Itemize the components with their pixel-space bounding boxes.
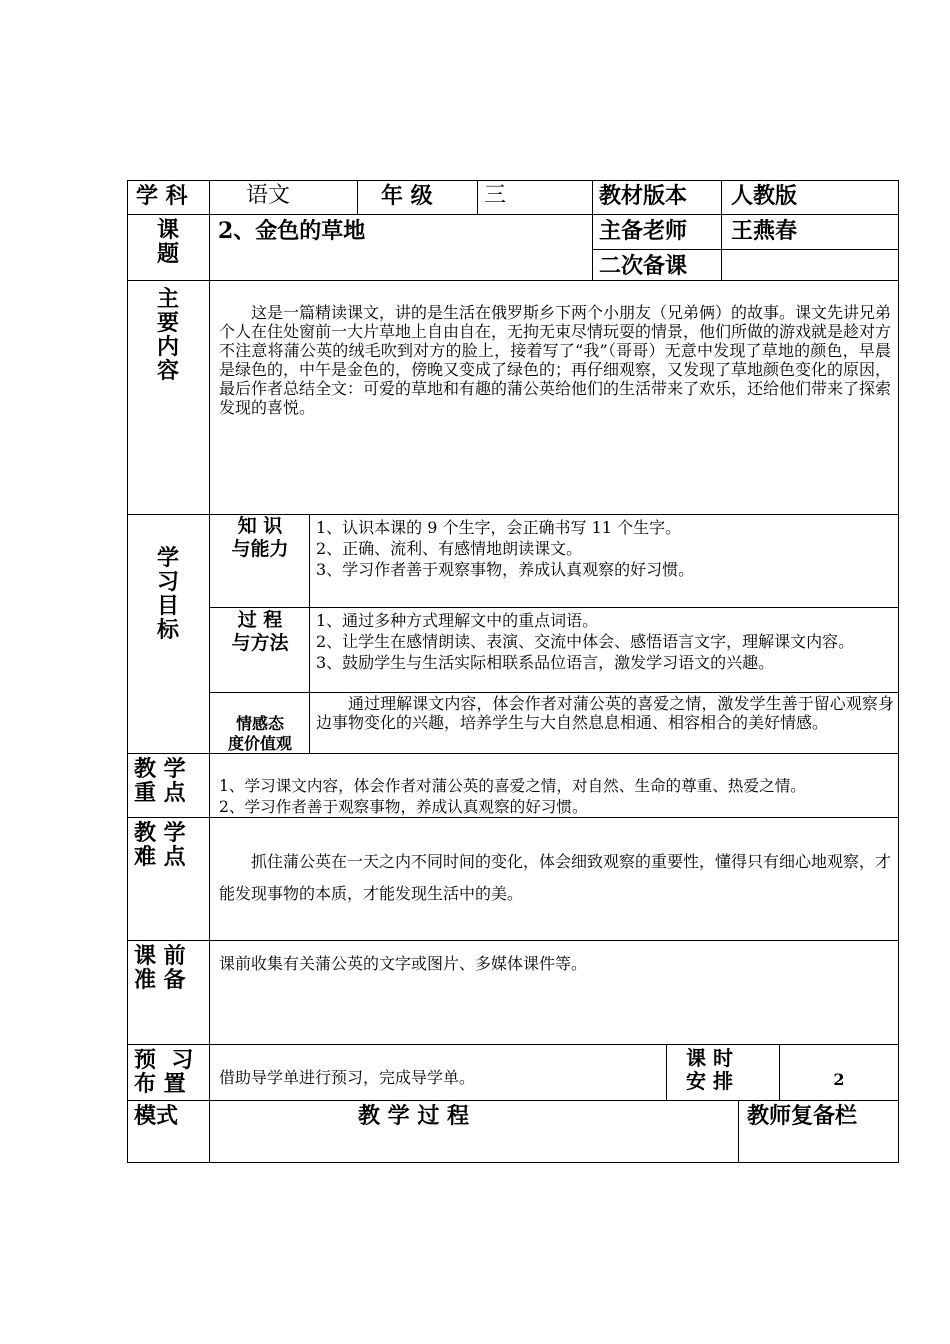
difficulties-label: 教 学 难 点: [134, 820, 186, 870]
preparation-label: 课 前 准 备: [134, 943, 186, 993]
process-label-header: 教 学 过 程: [358, 1103, 469, 1129]
table-border: [127, 1162, 899, 1163]
row-divider: [127, 940, 899, 941]
process-items: 1、通过多种方式理解文中的重点词语。 2、让学生在感情朗读、表演、交流中体会、感悟语言文字，理解课文内容。 3、鼓励学生与生活实际相联系品位语言，激发学习语文的兴趣。: [316, 611, 855, 672]
row-divider: [592, 249, 899, 250]
hours-value: 2: [833, 1070, 845, 1089]
col-divider: [666, 1044, 667, 1101]
key-points-label: 教 学 重 点: [134, 756, 186, 806]
row-divider: [127, 1100, 899, 1101]
grade-label: 年 级: [381, 183, 433, 209]
topic-label: 课 题: [156, 217, 179, 267]
knowledge-label: 知 识 与能力: [231, 515, 289, 560]
lead-teacher-value: 王燕春: [731, 218, 798, 244]
edition-value: 人教版: [731, 183, 798, 209]
process-label: 过 程 与方法: [231, 609, 289, 654]
row-divider: [209, 607, 899, 608]
row-divider: [209, 692, 899, 693]
preview-label: 预 习 布 置: [134, 1047, 194, 1097]
difficulties-text: 抓住蒲公英在一天之内不同时间的变化，体会细致观察的重要性，懂得只有细心地观察，才能发现事物的本质，才能发现生活中的美。: [219, 852, 892, 903]
col-divider: [592, 180, 593, 281]
row-divider: [127, 280, 899, 281]
col-divider: [209, 180, 210, 1163]
col-divider: [477, 180, 478, 215]
review-label: 教师复备栏: [747, 1103, 858, 1129]
main-content-text: 这是一篇精读课文，讲的是生活在俄罗斯乡下两个小朋友（兄弟俩）的故事。课文先讲兄弟个人在住处窗前一大片草地上自由自在，无拘无束尽情玩耍的情景，他们所做的游戏就是趁对方不注意将蒲公英的绒毛吹到对方的脸上，接着写了“我”（哥哥）无意中发现了草地的颜色，早晨是绿色的，中午是金色的，傍晚又变成了绿色的；再仔细观察，又发现了草地颜色变化的原因，最后作者总结全文：可爱的草地和有趣的蒲公英给他们的生活带来了欢乐，还给他们带来了探索发现的喜悦。: [219, 303, 892, 417]
col-divider: [309, 514, 310, 754]
knowledge-items: 1、认识本课的 9 个生字，会正确书写 11 个生字。 2、正确、流利、有感情地朗读课文。 3、学习作者善于观察事物，养成认真观察的好习惯。: [316, 518, 695, 579]
preview-text: 借助导学单进行预习，完成导学单。: [219, 1068, 476, 1087]
main-content-label: 主 要 内 容: [156, 286, 179, 384]
grade-value: 三: [484, 183, 507, 208]
table-border: [127, 180, 899, 181]
mode-label: 模式: [134, 1103, 179, 1129]
subject-value: 语文: [246, 183, 291, 208]
key-points-text: 1、学习课文内容，体会作者对蒲公英的喜爱之情，对自然、生命的尊重、热爱之情。 2、学习作者善于观察事物，养成认真观察的好习惯。: [219, 777, 806, 816]
emotion-text: 通过理解课文内容，体会作者对蒲公英的喜爱之情，激发学生善于留心观察身边事物变化的兴趣，培养学生与大自然息息相通、相容相合的美好情感。: [316, 694, 894, 732]
emotion-label: 情感态 度价值观: [227, 714, 292, 753]
row-divider: [127, 214, 899, 215]
edition-label: 教材版本: [599, 183, 688, 209]
col-divider: [357, 180, 358, 215]
subject-label: 学 科: [136, 183, 188, 209]
table-border: [898, 180, 899, 1163]
col-divider: [738, 1100, 739, 1163]
objectives-label: 学 习 目 标: [156, 545, 179, 643]
preparation-text: 课前收集有关蒲公英的文字或图片、多媒体课件等。: [219, 954, 588, 973]
second-prep-label: 二次备课: [599, 253, 688, 279]
hours-label: 课 时 安 排: [686, 1046, 733, 1093]
topic-value: 2、金色的草地: [218, 218, 366, 244]
row-divider: [127, 1044, 899, 1045]
lead-teacher-label: 主备老师: [599, 218, 688, 244]
col-divider: [721, 180, 722, 281]
